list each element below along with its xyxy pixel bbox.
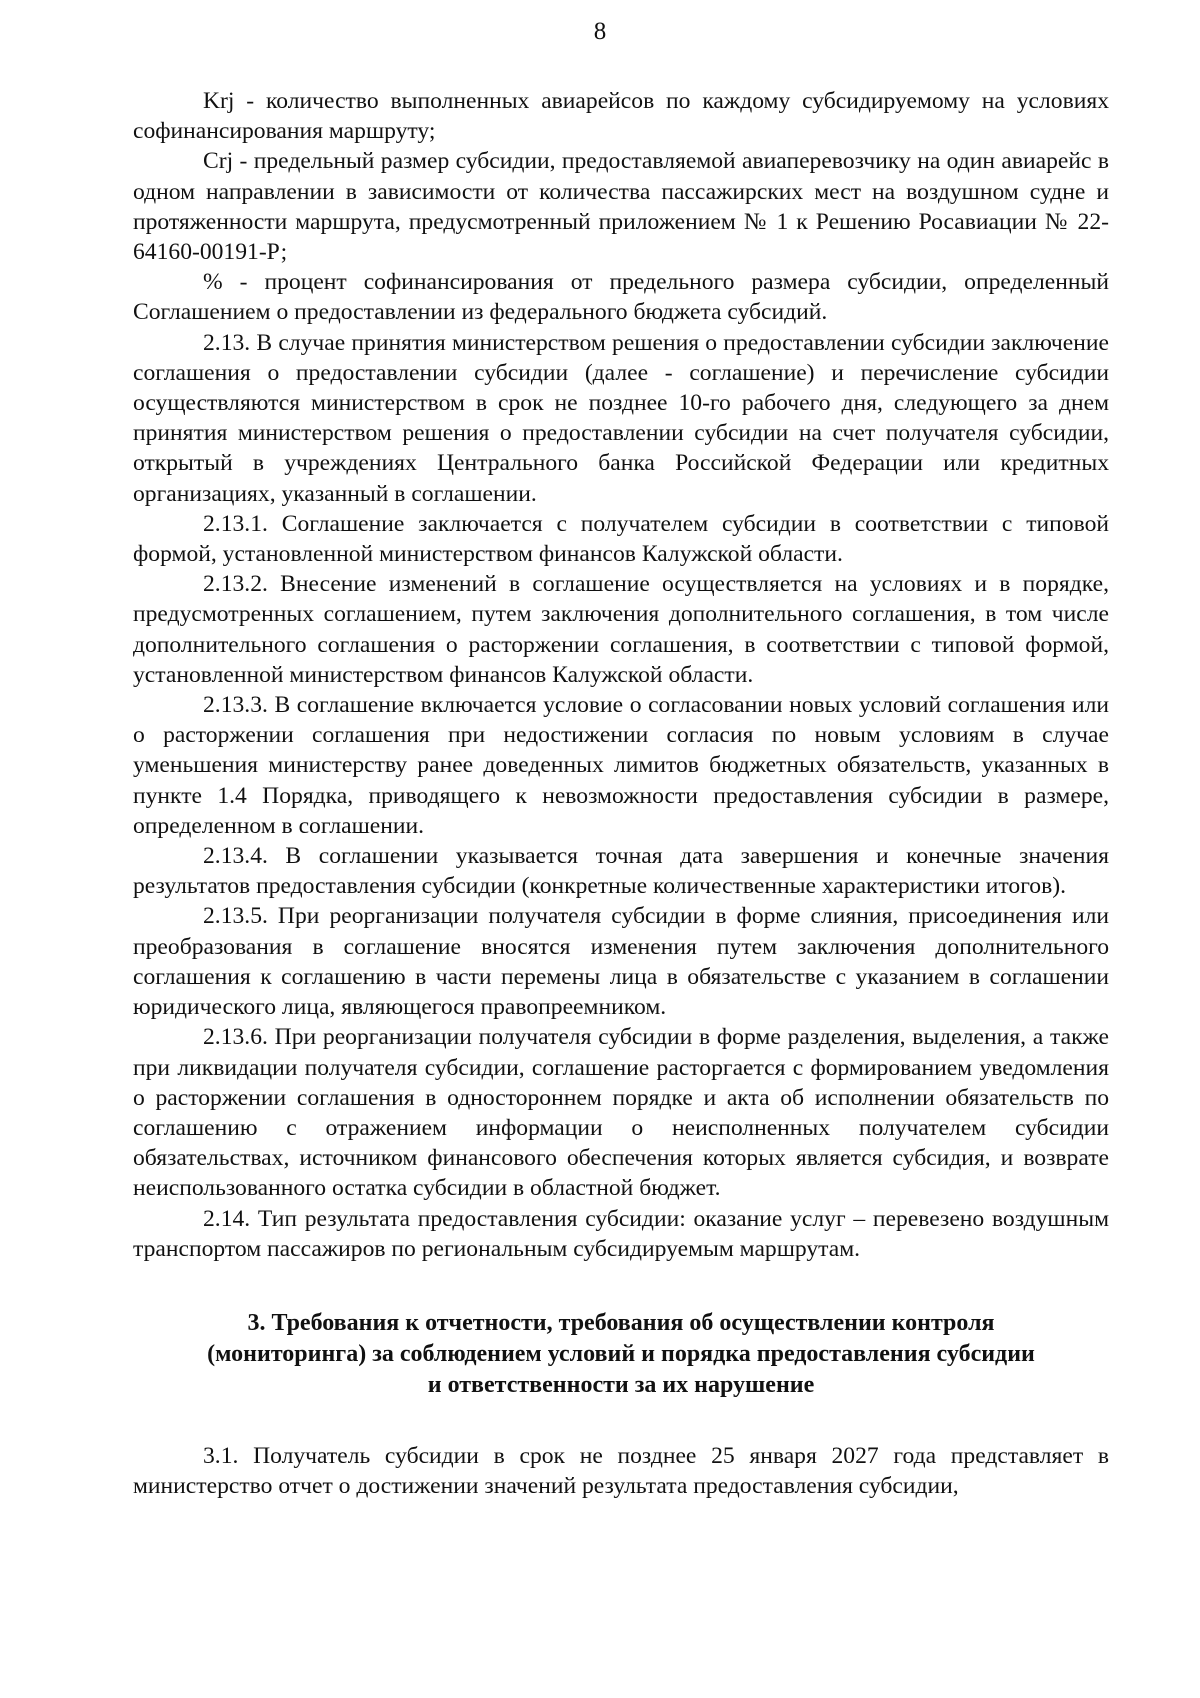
paragraph-2-13-5: 2.13.5. При реорганизации получателя субсидии в форме слияния, присоединения или преобразования в соглашение вносятся изменения путем заключения дополнительного соглашения к соглашению в части перемены лица в обязательстве с указанием в соглашении юридического лица, являющегося правопреемником. [133, 903, 1109, 1021]
paragraph-crj-definition: Crj - предельный размер субсидии, предоставляемой авиаперевозчику на один авиарейс в одном направлении в зависимости от количества пассажирских мест на воздушном судне и протяженности маршрута, предусмотренный приложением № 1 к Решению Росавиации № 22-64160-00191-Р; [133, 148, 1109, 266]
paragraph-2-13-6: 2.13.6. При реорганизации получателя субсидии в форме разделения, выделения, а также при ликвидации получателя субсидии, соглашение расторгается с формированием уведомления о расторжении соглашения в одностороннем порядке и акта об исполнении обязательств по соглашению с отражением информации о неисполненных получателем субсидии обязательствах, источником финансового обеспечения которых является субсидия, и возврате неиспользованного остатка субсидии в областной бюджет. [133, 1024, 1109, 1202]
paragraph-krj-definition: Krj - количество выполненных авиарейсов по каждому субсидируемому на условиях софинансирования маршруту; [133, 88, 1109, 145]
section-heading-line-2: (мониторинга) за соблюдением условий и порядка предоставления субсидии [207, 1340, 1035, 1367]
section-heading-line-3: и ответственности за их нарушение [427, 1371, 815, 1398]
paragraph-2-13-4: 2.13.4. В соглашении указывается точная дата завершения и конечные значения результатов предоставления субсидии (конкретные количественные характеристики итогов). [133, 843, 1109, 900]
paragraph-2-13: 2.13. В случае принятия министерством решения о предоставлении субсидии заключение соглашения о предоставлении субсидии (далее - соглашение) и перечисление субсидии осуществляются министерством в срок не позднее 10-го рабочего дня, следующего за днем принятия министерством решения о предоставлении субсидии на счет получателя субсидии, открытый в учреждениях Центрального банка Российской Федерации или кредитных организациях, указанный в соглашении. [133, 329, 1109, 507]
paragraph-3-1: 3.1. Получатель субсидии в срок не позднее 25 января 2027 года представляет в министерство отчет о достижении значений результата предоставления субсидии, [133, 1442, 1109, 1500]
paragraph-2-13-3: 2.13.3. В соглашение включается условие о согласовании новых условий соглашения или о расторжении соглашения при недостижении согласия по новым условиям в случае уменьшения министерству ранее доведенных лимитов бюджетных обязательств, указанных в пункте 1.4 Порядка, приводящего к невозможности предоставления субсидии в размере, определенном в соглашении. [133, 692, 1109, 839]
paragraph-2-13-1: 2.13.1. Соглашение заключается с получателем субсидии в соответствии с типовой формой, установленной министерством финансов Калужской области. [133, 510, 1109, 568]
page-number: 8 [593, 18, 607, 45]
section-heading-line-1: 3. Требования к отчетности, требования об осуществлении контроля [247, 1309, 995, 1336]
paragraph-2-14: 2.14. Тип результата предоставления субсидии: оказание услуг – перевезено воздушным транспортом пассажиров по региональным субсидируемым маршрутам. [133, 1205, 1109, 1262]
paragraph-percent-definition: % - процент софинансирования от предельного размера субсидии, определенный Соглашением о предоставлении из федерального бюджета субсидий. [133, 269, 1109, 326]
paragraph-2-13-2: 2.13.2. Внесение изменений в соглашение осуществляется на условиях и в порядке, предусмотренных соглашением, путем заключения дополнительного соглашения, в том числе дополнительного соглашения о расторжении соглашения, в соответствии с типовой формой, установленной министерством финансов Калужской области. [133, 571, 1109, 688]
document-body [133, 86, 1109, 1501]
section-heading [133, 1308, 1109, 1401]
